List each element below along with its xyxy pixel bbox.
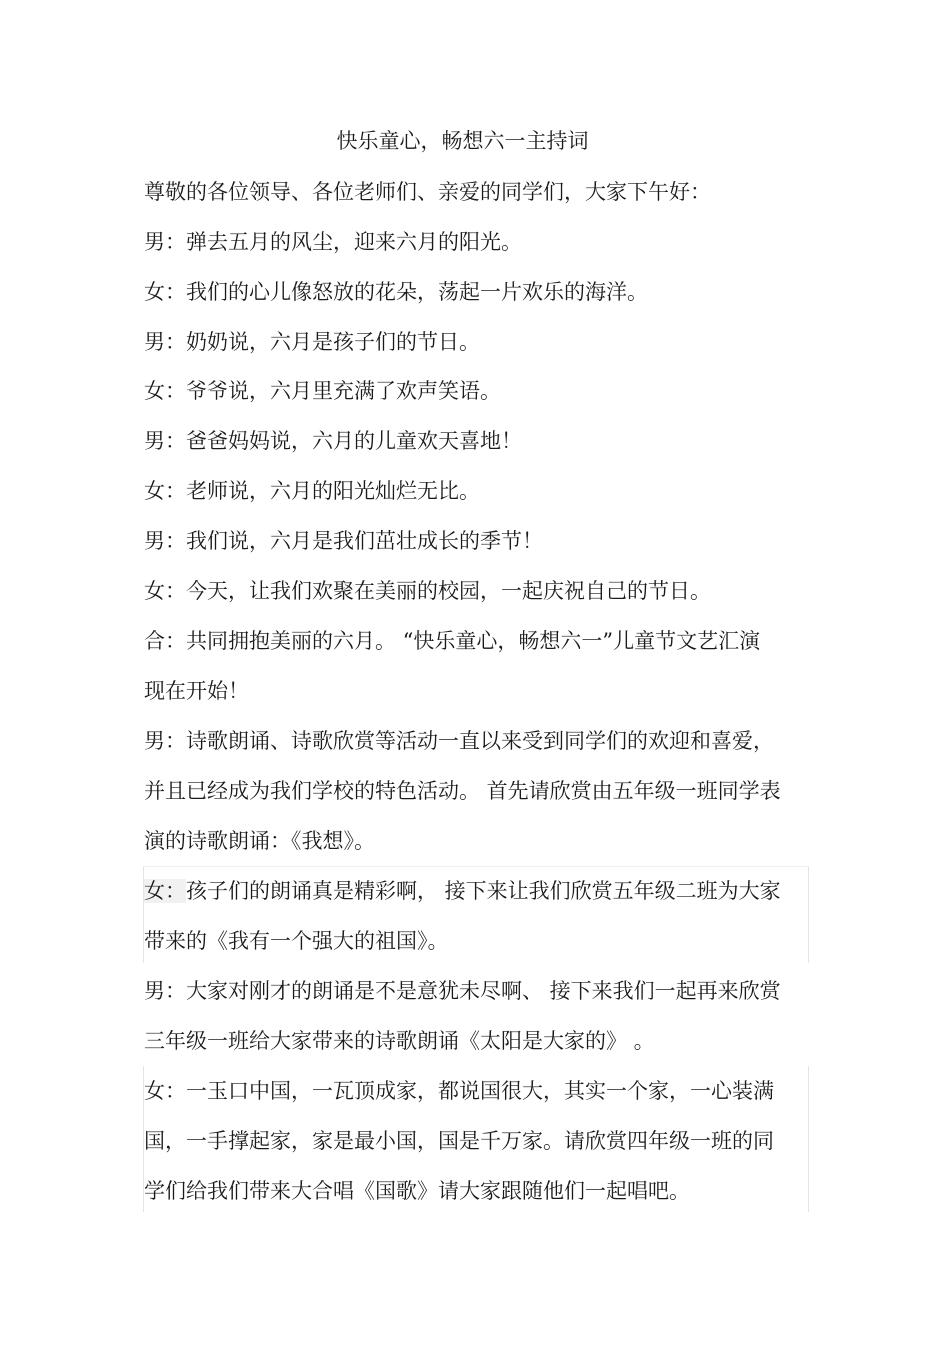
dialogue-line: 男：大家对刚才的朗诵是不是意犹未尽啊、 接下来我们一起再来欣赏 [144,979,781,1003]
dialogue-line: 男：弹去五月的风尘，迎来六月的阳光。 [144,230,522,254]
document-title: 快乐童心，畅想六一主持词 [336,129,589,153]
dialogue-line: 女：今天，让我们欢聚在美丽的校园，一起庆祝自己的节日。 [144,579,711,603]
greeting-line: 尊敬的各位领导、各位老师们、亲爱的同学们，大家下午好： [144,180,711,204]
dialogue-line: 并且已经成为我们学校的特色活动。 首先请欣赏由五年级一班同学表 [144,779,781,803]
dialogue-line: 国，一手撑起家，家是最小国，国是千万家。请欣赏四年级一班的同 [144,1129,774,1153]
dialogue-line [144,876,781,906]
dialogue-line: 男：奶奶说，六月是孩子们的节日。 [144,330,480,354]
dialogue-line: 女：我们的心儿像怒放的花朵，荡起一片欢乐的海洋。 [144,280,648,304]
speaker-label: 女： [144,879,186,903]
dialogue-line: 现在开始！ [144,679,249,703]
dialogue-text: 孩子们的朗诵真是精彩啊， 接下来让我们欣赏五年级二班为大家 [186,879,781,903]
dialogue-line: 三年级一班给大家带来的诗歌朗诵《太阳是大家的》 。 [144,1029,655,1053]
dialogue-line: 演的诗歌朗诵：《我想》。 [144,829,375,853]
dialogue-line: 男：诗歌朗诵、诗歌欣赏等活动一直以来受到同学们的欢迎和喜爱， [144,729,774,753]
dialogue-line: 女：爷爷说，六月里充满了欢声笑语。 [144,379,501,403]
dialogue-line: 女：老师说，六月的阳光灿烂无比。 [144,479,480,503]
dialogue-line: 女：一玉口中国，一瓦顶成家，都说国很大，其实一个家，一心装满 [144,1079,774,1103]
dialogue-line: 男：爸爸妈妈说，六月的儿童欢天喜地！ [144,429,522,453]
dialogue-line: 合：共同拥抱美丽的六月。 “快乐童心，畅想六一”儿童节文艺汇演 [144,629,761,653]
dialogue-line: 学们给我们带来大合唱《国歌》请大家跟随他们一起唱吧。 [144,1179,690,1203]
dialogue-line: 带来的《我有一个强大的祖国》。 [144,929,449,953]
dialogue-line: 男：我们说，六月是我们茁壮成长的季节！ [144,529,543,553]
